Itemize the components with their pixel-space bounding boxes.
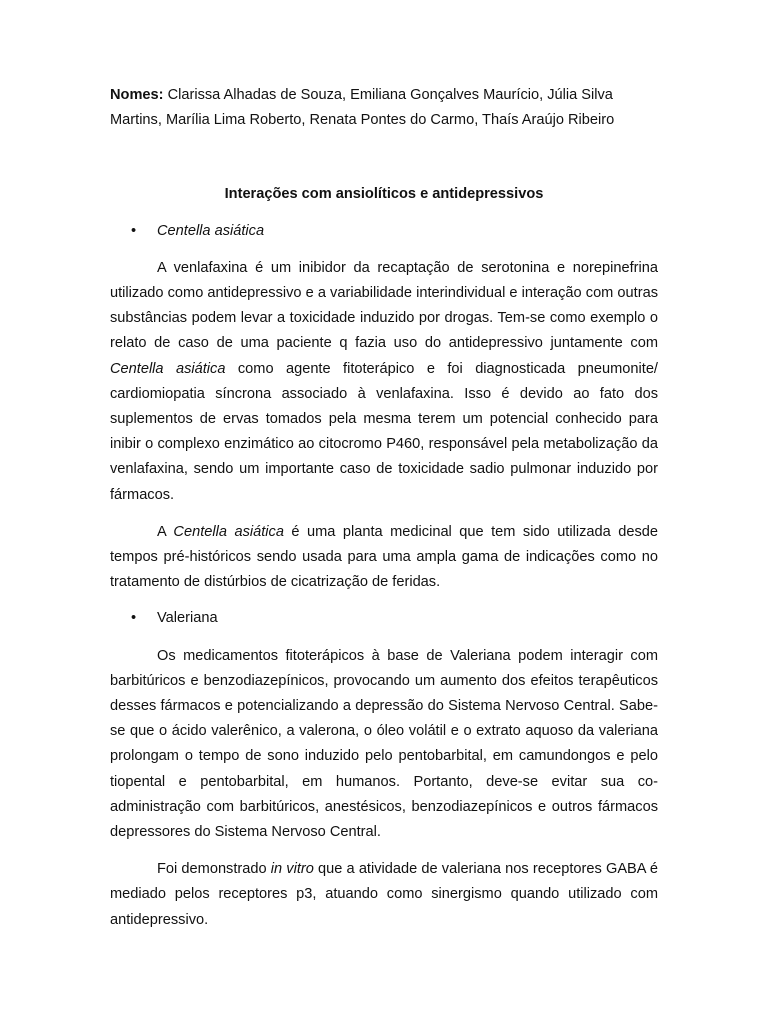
paragraph-centella-definition	[110, 520, 658, 596]
bullet-icon: •	[131, 610, 137, 627]
paragraph-italic-term: Centella asiática	[110, 360, 226, 377]
authors-line	[110, 83, 658, 133]
paragraph-text: Os medicamentos fitoterápicos à base de Valeriana podem interagir com barbitúricos e benzodiazepínicos, provocando um aumento dos efeitos terapêuticos desses fármacos e potencializando a depressão do Sistema Nervoso Central. Sabe-se que o ácido valerênico, a valerona, o óleo volátil e o extrato aquoso da valeriana prolongam o tempo de sono induzido pelo pentobarbital, em camundongos e pelo tiopental e pentobarbital, em humanos. Portanto, deve-se evitar sua co-administração com barbitúricos, anestésicos, benzodiazepínicos e outros fármacos depressores do Sistema Nervoso Central.	[110, 647, 658, 841]
bullet-icon: •	[131, 222, 137, 239]
paragraph-text: é uma planta medicinal que tem sido utilizada desde tempos pré-históricos sendo usada para uma ampla gama de indicações como no tratamento de distúrbios de cicatrização de feridas.	[110, 523, 658, 591]
section-heading-centella	[110, 219, 658, 244]
paragraph-text: A	[157, 523, 174, 540]
paragraph-text: como agente fitoterápico e foi diagnosticada pneumonite/ cardiomiopatia síncrona associado à venlafaxina. Isso é devido ao fato dos suplementos de ervas tomados pela mesma terem um potencial conhecido para inibir o complexo enzimático ao citocromo P460, responsável pela metabolização da venlafaxina, sendo um importante caso de toxicidade sadio pulmonar induzido por fármacos.	[110, 360, 658, 503]
section-heading-label: Centella asiática	[157, 222, 265, 239]
section-heading-label: Valeriana	[157, 610, 218, 627]
paragraph-in-vitro	[110, 857, 658, 933]
section-heading-valeriana	[110, 606, 658, 631]
document-page	[110, 83, 658, 933]
authors-label: Nomes:	[110, 87, 164, 103]
paragraph-text: A venlafaxina é um inibidor da recaptação de serotonina e norepinefrina utilizado como antidepressivo e a variabilidade interindividual e interação com outras substâncias podem levar a toxicidade induzido por drogas. Tem-se como exemplo o relato de caso de uma paciente q fazia uso do antidepressivo juntamente com	[110, 259, 658, 352]
paragraph-venlafaxina	[110, 256, 658, 508]
document-title: Interações com ansiolíticos e antidepressivos	[224, 186, 544, 203]
paragraph-italic-term: Centella asiática	[173, 523, 284, 540]
paragraph-italic-term: in vitro	[270, 861, 314, 878]
paragraph-text: que a atividade de valeriana nos receptores GABA é mediado pelos receptores p3, atuando como sinergismo quando utilizado com antidepressivo.	[110, 861, 658, 928]
paragraph-valeriana-interactions	[110, 644, 658, 846]
authors-names: Clarissa Alhadas de Souza, Emiliana Gonçalves Maurício, Júlia Silva Martins, Marília Lima Roberto, Renata Pontes do Carmo, Thaís Araújo Ribeiro	[110, 87, 615, 129]
paragraph-text: Foi demonstrado	[157, 861, 271, 878]
